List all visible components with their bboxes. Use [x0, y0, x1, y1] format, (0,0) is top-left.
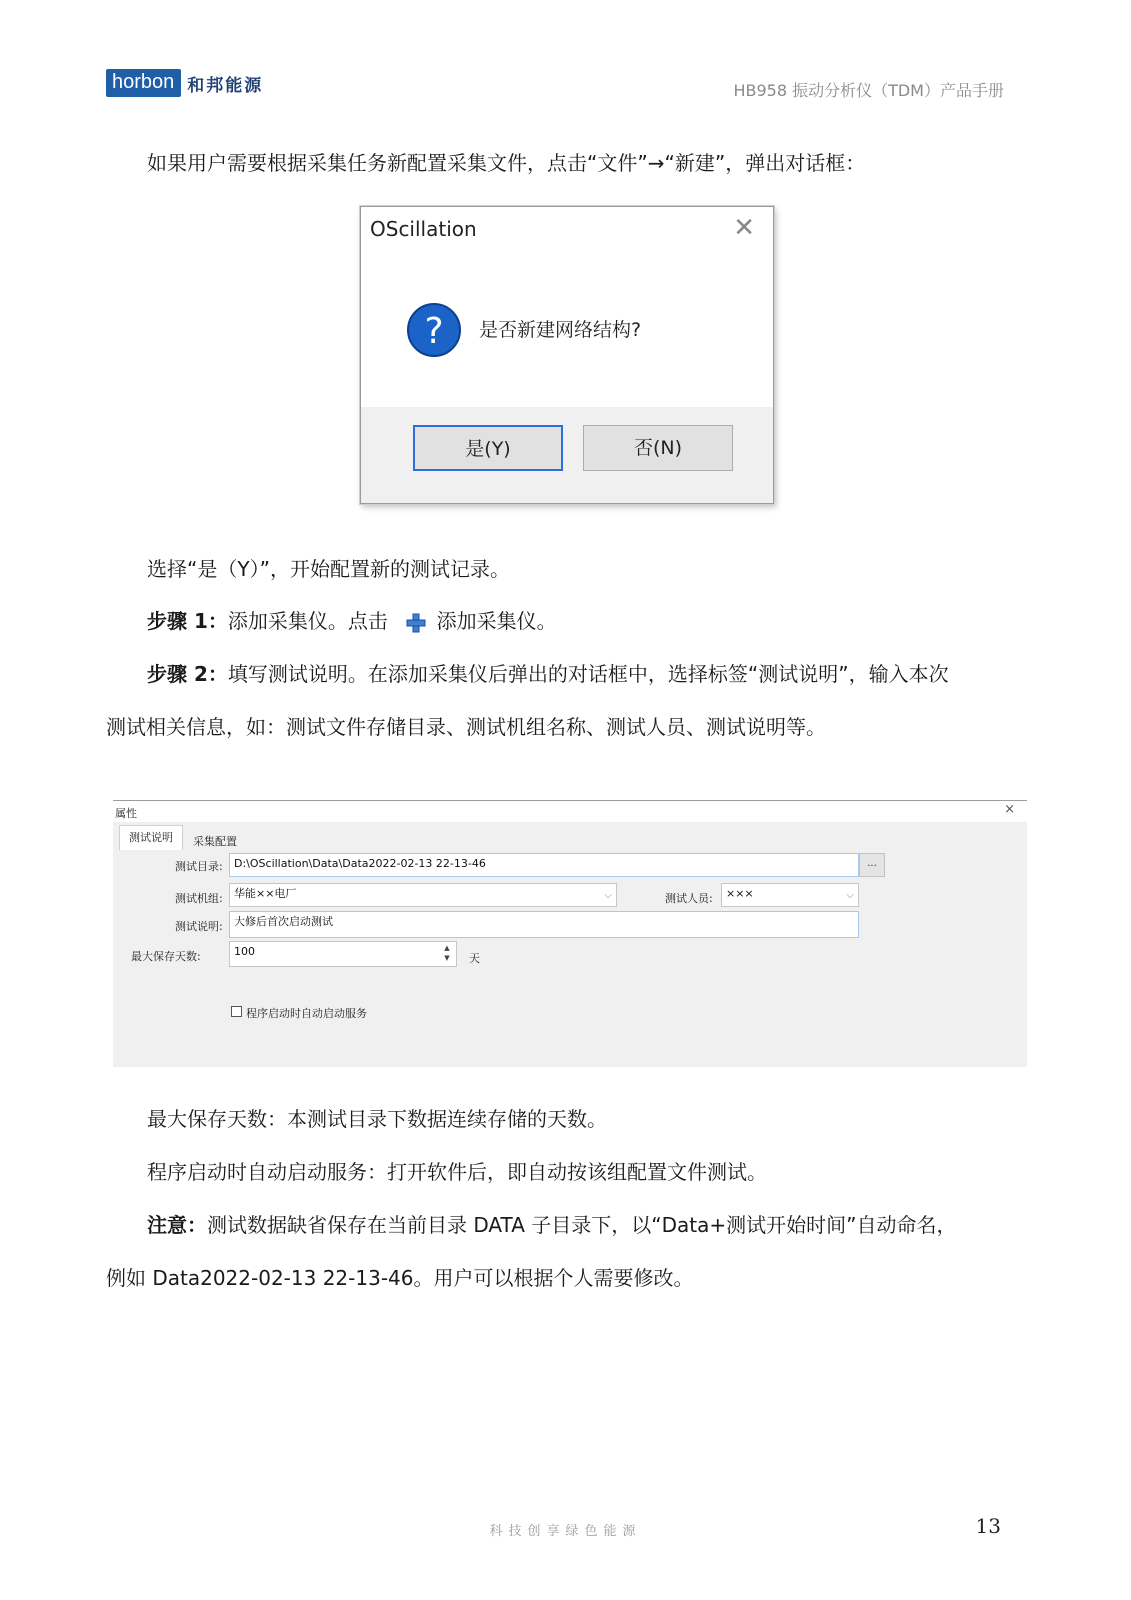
logo-text: horbon — [106, 69, 181, 97]
step1-text-before: 添加采集仪。点击 — [227, 609, 388, 633]
days-explanation: 最大保存天数：本测试目录下数据连续存储的天数。 — [147, 1107, 607, 1131]
unit-label: 测试机组: — [175, 892, 223, 905]
panel-body — [113, 822, 1027, 1067]
logo-chinese-name: 和邦能源 — [187, 75, 264, 96]
spinner-arrows-icon[interactable]: ▲ ▼ — [444, 944, 450, 962]
days-unit: 天 — [469, 952, 480, 965]
tab-test-description[interactable]: 测试说明 — [119, 825, 183, 852]
days-value: 100 — [234, 945, 255, 958]
dialog-message: 是否新建网络结构? — [479, 319, 642, 341]
tab-content — [119, 850, 1015, 1067]
new-network-dialog — [360, 206, 774, 504]
days-spinbox[interactable] — [229, 941, 457, 967]
tab-acquisition-config[interactable]: 采集配置 — [193, 835, 237, 848]
chevron-down-icon: ⌵ — [604, 890, 612, 901]
step1-label: 步骤 1： — [147, 609, 228, 633]
panel-close-icon[interactable]: × — [1004, 802, 1015, 817]
note-paragraph-line2: 例如 Data2022-02-13 22-13-46。用户可以根据个人需要修改。 — [106, 1266, 694, 1290]
note-paragraph-line1 — [147, 1211, 956, 1239]
company-logo — [106, 68, 263, 98]
dir-input[interactable]: D:\OScillation\Data\Data2022-02-13 22-13-46 — [229, 853, 859, 877]
autostart-checkbox[interactable] — [231, 1006, 242, 1017]
question-icon: ? — [407, 303, 461, 357]
intro-paragraph: 如果用户需要根据采集任务新配置采集文件，点击“文件”→“新建”，弹出对话框： — [147, 151, 866, 175]
step2-paragraph-line2: 测试相关信息，如：测试文件存储目录、测试机组名称、测试人员、测试说明等。 — [106, 715, 826, 739]
page-number: 13 — [975, 1514, 1001, 1538]
step2-paragraph-line1 — [147, 660, 949, 688]
unit-select[interactable] — [229, 883, 617, 907]
note-label: 注意： — [147, 1213, 207, 1237]
panel-title: 属性 — [115, 807, 137, 820]
step2-label: 步骤 2： — [147, 662, 228, 686]
step1-paragraph — [147, 607, 557, 635]
dir-label: 测试目录: — [175, 860, 223, 873]
chevron-down-icon: ⌵ — [846, 890, 854, 901]
desc-label: 测试说明: — [175, 920, 223, 933]
desc-input[interactable]: 大修后首次启动测试 — [229, 911, 859, 938]
step1-text-after: 添加采集仪。 — [436, 609, 557, 633]
step2-text: 填写测试说明。在添加采集仪后弹出的对话框中，选择标签“测试说明”，输入本次 — [227, 662, 949, 686]
yes-button[interactable]: 是(Y) — [413, 425, 563, 471]
dialog-title: OScillation — [370, 217, 477, 241]
close-icon[interactable]: ✕ — [733, 213, 755, 243]
document-title: HB958 振动分析仪（TDM）产品手册 — [733, 81, 1004, 100]
tester-select-value: ××× — [726, 887, 754, 900]
add-collector-icon[interactable] — [406, 613, 426, 633]
days-label: 最大保存天数: — [131, 950, 201, 963]
properties-panel — [113, 800, 1027, 1067]
no-button[interactable]: 否(N) — [583, 425, 733, 471]
footer-slogan: 科技创享绿色能源 — [489, 1524, 642, 1539]
tester-select[interactable] — [721, 883, 859, 907]
browse-button[interactable]: ... — [859, 853, 885, 877]
tester-label: 测试人员: — [665, 892, 713, 905]
unit-select-value: 华能××电厂 — [234, 887, 297, 900]
select-yes-paragraph: 选择“是（Y）”，开始配置新的测试记录。 — [147, 557, 510, 581]
note-text: 测试数据缺省保存在当前目录 DATA 子目录下，以“Data+测试开始时间”自动命名， — [207, 1213, 957, 1237]
autostart-explanation: 程序启动时自动启动服务：打开软件后，即自动按该组配置文件测试。 — [147, 1160, 767, 1184]
autostart-label: 程序启动时自动启动服务 — [246, 1007, 367, 1020]
